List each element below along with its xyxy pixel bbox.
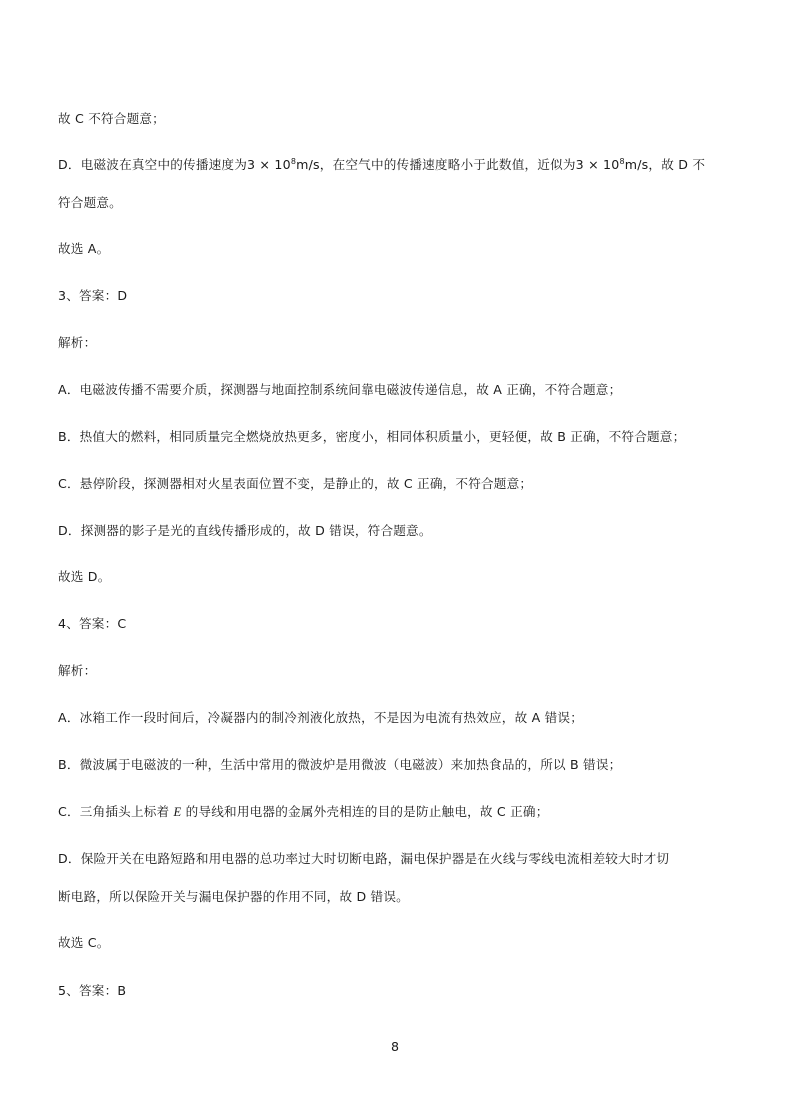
text-line: D．探测器的影子是光的直线传播形成的，故 D 错误，符合题意。 bbox=[58, 523, 432, 538]
text-line: B．热值大的燃料，相同质量完全燃烧放热更多，密度小，相同体积质量小，更轻便，故 B 正确，不符合题意； bbox=[58, 429, 686, 444]
text-line: 故选 D。 bbox=[58, 569, 111, 584]
text-segment: m/s，在空气中的传播速度略小于此数值，近似为3 × 10 bbox=[296, 157, 620, 172]
answer-heading: 4、答案：C bbox=[58, 616, 127, 631]
text-segment: D．电磁波在真空中的传播速度为3 × 10 bbox=[58, 157, 291, 172]
text-line: 故选 A。 bbox=[58, 241, 110, 256]
text-line: A．冰箱工作一段时间后，冷凝器内的制冷剂液化放热，不是因为电流有热效应，故 A 错误； bbox=[58, 710, 583, 725]
text-line: 符合题意。 bbox=[58, 195, 122, 210]
text-line: A．电磁波传播不需要介质，探测器与地面控制系统间靠电磁波传递信息，故 A 正确，不符合题意； bbox=[58, 382, 622, 397]
text-line: 故 C 不符合题意； bbox=[58, 111, 165, 126]
text-line: C．悬停阶段，探测器相对火星表面位置不变，是静止的，故 C 正确，不符合题意； bbox=[58, 476, 533, 491]
superscript: 8 bbox=[290, 157, 297, 166]
text-line bbox=[58, 157, 738, 173]
text-segment: 的导线和用电器的金属外壳相连的目的是防止触电，故 C 正确； bbox=[181, 804, 549, 819]
text-line: 断电路，所以保险开关与漏电保护器的作用不同，故 D 错误。 bbox=[58, 889, 409, 904]
page-number: 8 bbox=[390, 1039, 399, 1054]
answer-heading: 3、答案：D bbox=[58, 288, 128, 303]
text-line bbox=[58, 804, 738, 820]
answer-heading: 5、答案：B bbox=[58, 983, 127, 998]
analysis-heading: 解析： bbox=[58, 663, 97, 678]
text-line: 故选 C。 bbox=[58, 935, 110, 950]
superscript: 8 bbox=[619, 157, 625, 166]
text-segment: m/s，故 D 不 bbox=[624, 157, 706, 172]
analysis-heading: 解析： bbox=[58, 335, 97, 350]
text-segment: C．三角插头上标着 bbox=[58, 804, 174, 819]
symbol-e: E bbox=[173, 805, 182, 819]
text-line: B．微波属于电磁波的一种，生活中常用的微波炉是用微波（电磁波）来加热食品的，所以 B 错误； bbox=[58, 757, 622, 772]
text-line: D．保险开关在电路短路和用电器的总功率过大时切断电路，漏电保护器是在火线与零线电流相差较大时才切 bbox=[58, 851, 670, 866]
